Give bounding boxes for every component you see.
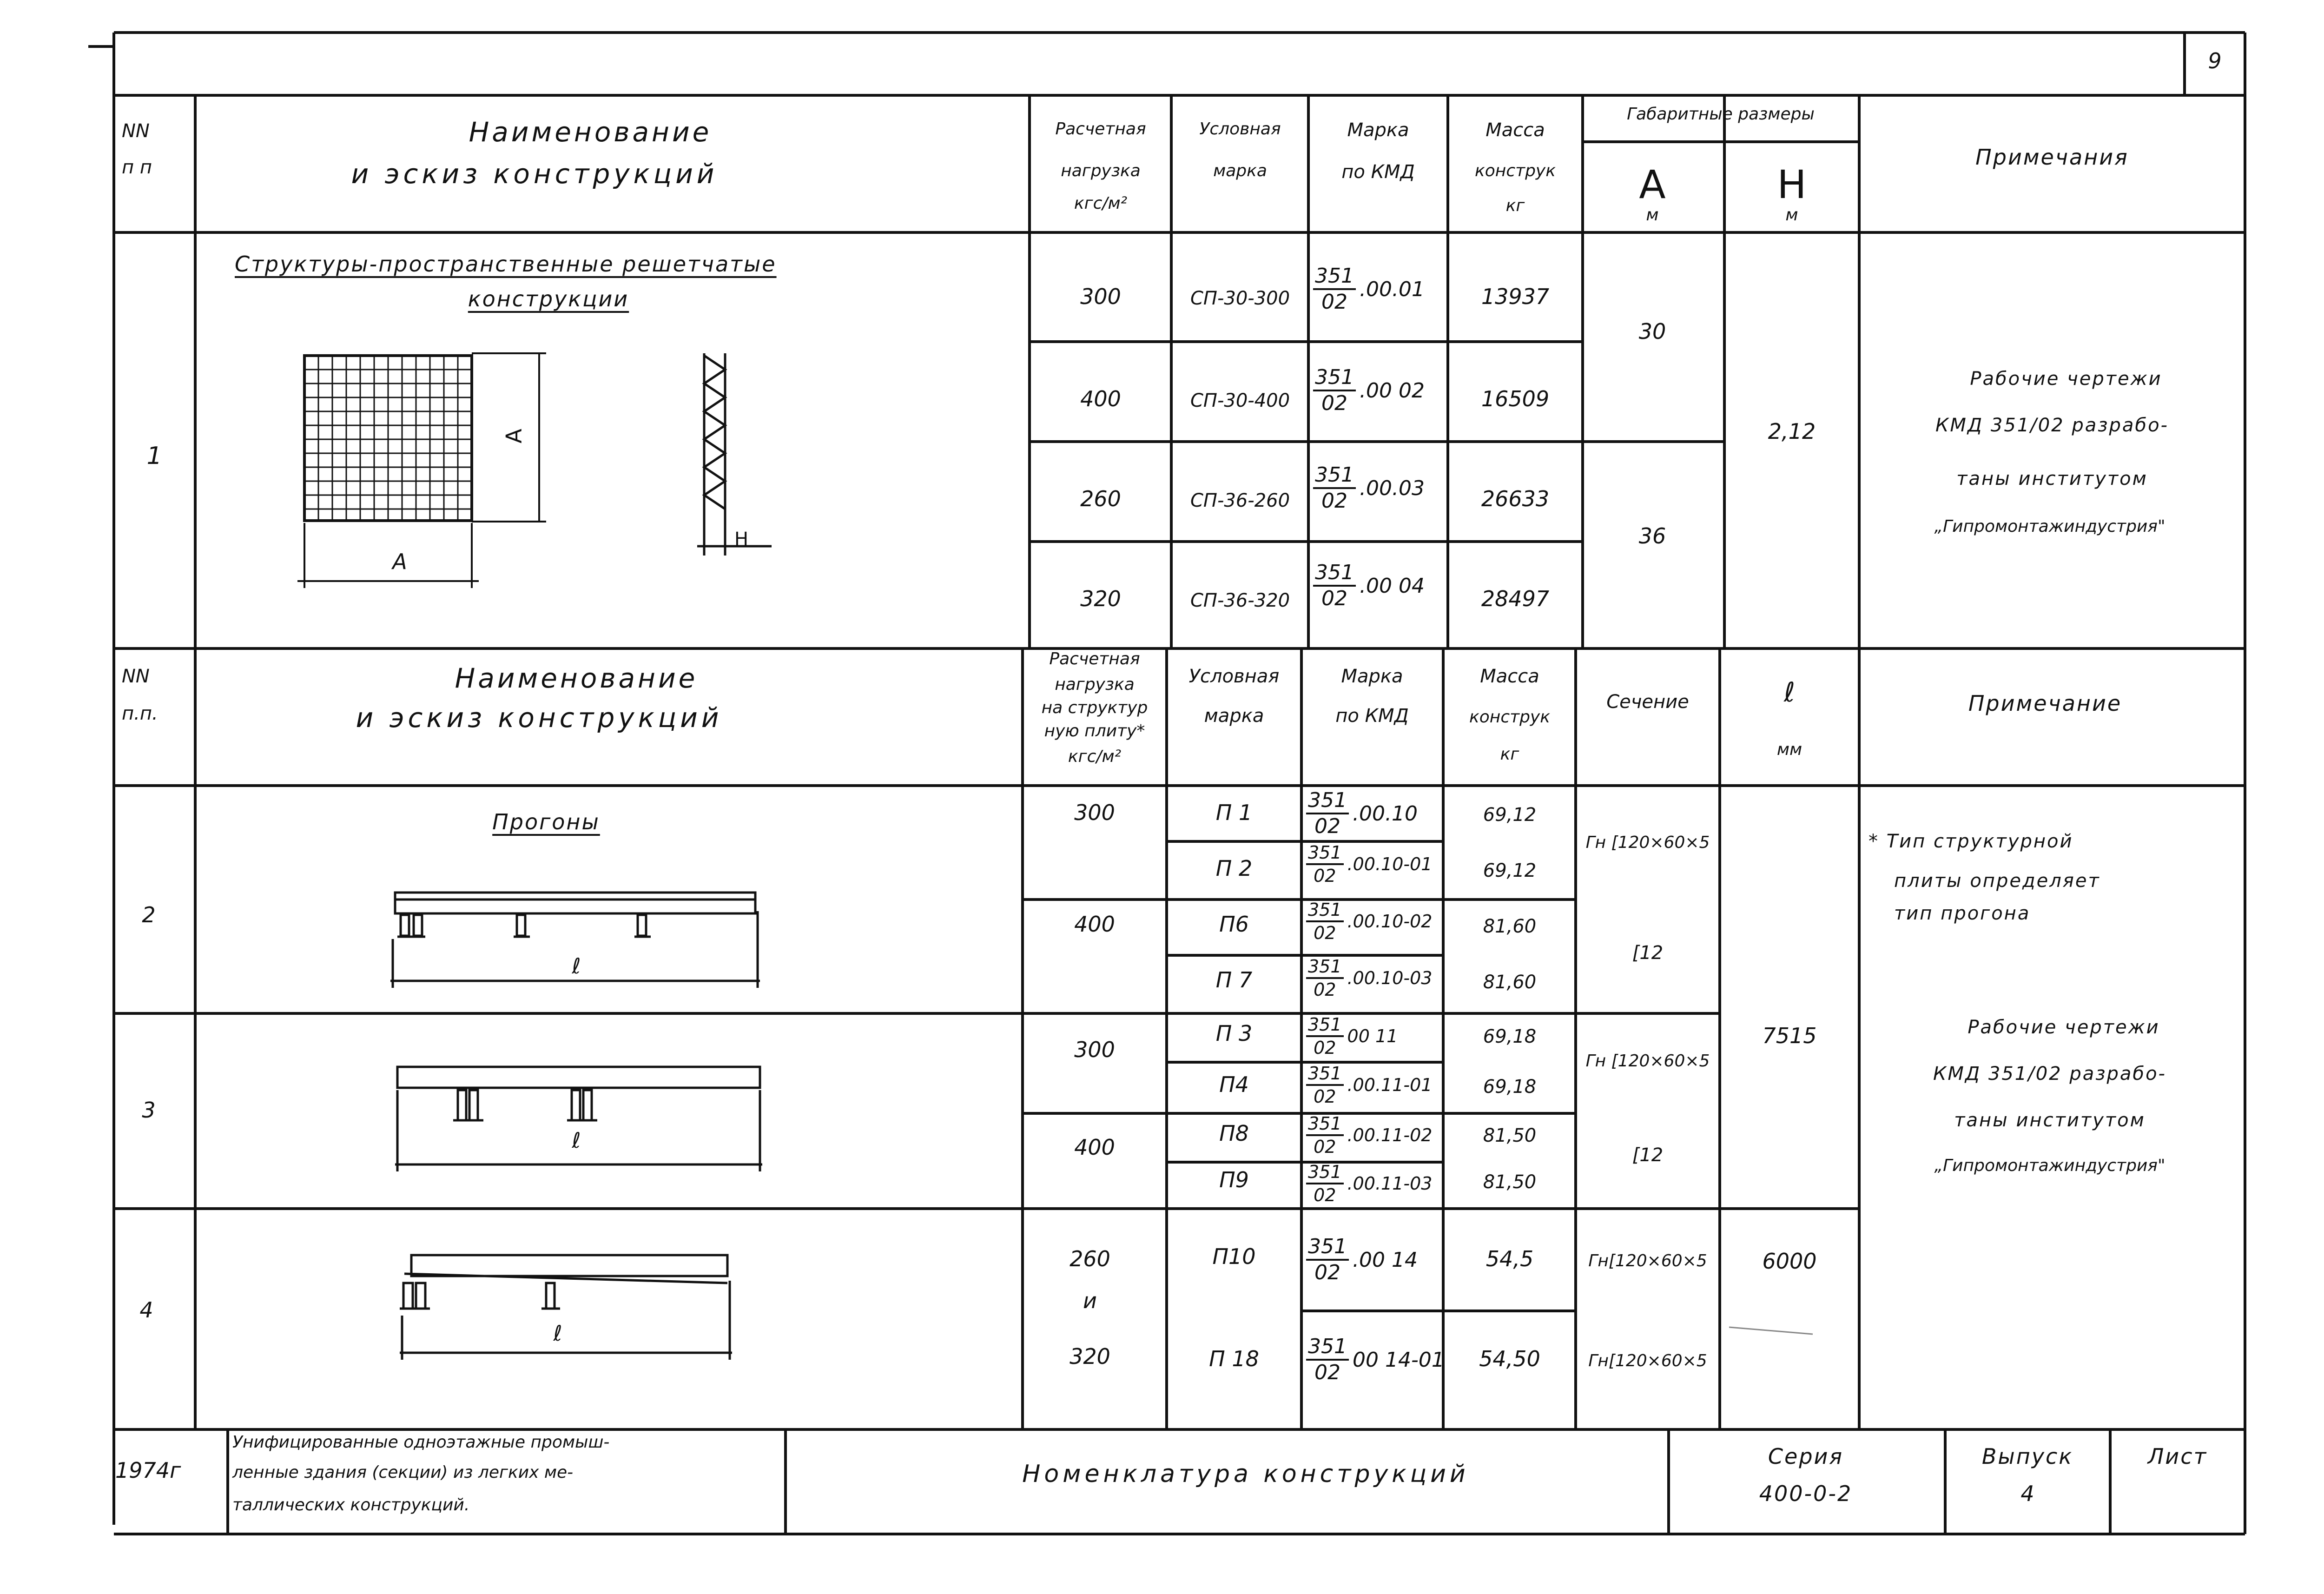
hdr2-pp: п.п. [122, 703, 158, 724]
row3-l-value: 7515 [1762, 1023, 1817, 1048]
row1d-mark: СП-36-320 [1190, 590, 1290, 611]
hdr1-name-line1: Наименование [469, 116, 712, 148]
row1-load: 300 [1080, 284, 1121, 309]
row3b-mass: 69,18 [1483, 1076, 1537, 1098]
hdr1-a-unit: м [1646, 205, 1659, 225]
row3-load-300: 300 [1074, 1037, 1115, 1062]
row3b-mark: П4 [1219, 1072, 1249, 1097]
row2d-kmd: $\frac{351}{02}$ .00.10-03 [1306, 958, 1432, 999]
row1d-kmd: $\frac{351}{02}$ .00 04 [1313, 562, 1425, 609]
hdr1-h-unit: м [1785, 205, 1798, 225]
note-star-line1: * Тип структурной [1868, 831, 2073, 852]
row3d-kmd: $\frac{351}{02}$ .00.11-03 [1306, 1163, 1432, 1204]
row1-h-value: 2,12 [1768, 419, 1816, 444]
row2a-mark: П 1 [1215, 800, 1253, 825]
note-work-line4: „Гипромонтажиндустрия" [1934, 1156, 2166, 1175]
row4-load-line1: 260 [1070, 1246, 1110, 1271]
row1c-kmd: $\frac{351}{02}$ .00.03 [1313, 465, 1425, 511]
hdr2-note: Примечание [1968, 691, 2122, 716]
row1-title-line1: Структуры-пространственные решетчатые [235, 251, 777, 277]
hdr2-load-line3: на структур [1041, 698, 1148, 717]
sketch-dim-h: Н [734, 529, 749, 550]
row2-section-a: Гн [120×60×5 [1585, 833, 1710, 852]
row2-section-b: [12 [1632, 942, 1664, 964]
hdr2-name-line2: и эскиз конструкций [356, 702, 723, 734]
hdr1-pp: п п [122, 157, 152, 178]
row4b-mass: 54,50 [1479, 1346, 1540, 1371]
hdr2-load-line1: Расчетная [1049, 649, 1140, 668]
row4a-kmd: $\frac{351}{02}$ .00 14 [1306, 1237, 1418, 1283]
row3a-kmd: $\frac{351}{02}$ 00 11 [1306, 1016, 1398, 1057]
row2a-kmd: $\frac{351}{02}$ .00.10 [1306, 790, 1418, 837]
row1b-load: 400 [1080, 386, 1121, 411]
hdr1-name-line2: и эскиз конструкций [351, 158, 718, 190]
hdr1-h: Н [1777, 162, 1807, 207]
hdr1-nn: NN [122, 120, 150, 142]
row1b-mark: СП-30-400 [1190, 390, 1290, 411]
hdr2-name-line1: Наименование [455, 662, 698, 694]
row2-number: 2 [142, 902, 156, 927]
row1b-mass: 16509 [1481, 386, 1550, 411]
row4-sketch-l: ℓ [553, 1321, 562, 1346]
row4b-section: Гн[120×60×5 [1588, 1351, 1707, 1370]
row1-a-36: 36 [1638, 523, 1666, 549]
hdr1-kmd-line1: Марка [1347, 119, 1409, 141]
hdr1-mass-line1: Масса [1486, 119, 1545, 141]
row1c-load: 260 [1080, 486, 1121, 511]
hdr2-mark-line1: Условная [1188, 666, 1280, 687]
row1-title-line2: конструкции [468, 286, 629, 311]
row4-number: 4 [139, 1297, 153, 1323]
footer-series-label: Серия [1768, 1444, 1844, 1469]
footer-desc-line2: ленные здания (секции) из легких ме- [232, 1463, 574, 1482]
hdr2-mass-line3: кг [1500, 745, 1519, 764]
hdr1-mark-line2: марка [1213, 161, 1267, 180]
hdr2-nn: NN [122, 666, 150, 687]
note-star-line2: плиты определяет [1894, 870, 2100, 892]
row1-number: 1 [146, 442, 162, 470]
row3c-kmd: $\frac{351}{02}$ .00.11-02 [1306, 1115, 1432, 1156]
hdr1-kmd-line2: по КМД [1341, 161, 1415, 183]
footer-year: 1974г [115, 1458, 181, 1483]
footer-desc-line1: Унифицированные одноэтажные промыш- [232, 1433, 610, 1452]
footer-desc-line3: таллических конструкций. [232, 1495, 470, 1515]
footer-issue-value: 4 [2020, 1481, 2034, 1506]
hdr2-kmd-line2: по КМД [1335, 705, 1409, 727]
note-work-line1: Рабочие чертежи [1967, 1017, 2160, 1038]
hdr1-mass-line3: кг [1505, 196, 1525, 215]
hdr1-a: А [1639, 162, 1666, 207]
row3b-kmd: $\frac{351}{02}$ .00.11-01 [1306, 1065, 1432, 1105]
row1-note-line4: „Гипромонтажиндустрия" [1934, 517, 2166, 536]
hdr1-note: Примечания [1975, 145, 2129, 170]
row2-title: Прогоны [492, 809, 600, 834]
row1b-kmd: $\frac{351}{02}$ .00 02 [1313, 367, 1425, 414]
row2b-kmd: $\frac{351}{02}$ .00.10-01 [1306, 844, 1432, 885]
hdr2-mass-line2: конструк [1469, 708, 1550, 727]
purlin-sketch-4 [400, 1255, 732, 1360]
row3-load-400: 400 [1074, 1135, 1115, 1160]
hdr2-mark-line2: марка [1204, 705, 1264, 727]
row3a-mark: П 3 [1215, 1021, 1253, 1046]
row4b-kmd: $\frac{351}{02}$ 00 14-01 [1306, 1336, 1445, 1383]
row1-mark: СП-30-300 [1190, 288, 1290, 309]
note-star-line3: тип прогона [1894, 903, 2031, 924]
row3d-mark: П9 [1219, 1167, 1249, 1192]
row2-load-400: 400 [1074, 912, 1115, 937]
row4-load-line3: 320 [1070, 1344, 1110, 1369]
row1-mass: 13937 [1481, 284, 1550, 309]
hdr1-gabarit: Габаритные размеры [1627, 105, 1815, 124]
row1-a-30: 30 [1638, 319, 1666, 344]
page-number: 9 [2208, 48, 2222, 73]
row4b-mark: П 18 [1209, 1346, 1259, 1371]
row4a-mass: 54,5 [1486, 1246, 1534, 1271]
row3-sketch-l: ℓ [572, 1128, 581, 1153]
row2c-mark: П6 [1219, 912, 1249, 937]
row1d-load: 320 [1080, 586, 1121, 611]
hdr1-load-line2: нагрузка [1061, 161, 1141, 180]
row2-sketch-l: ℓ [572, 953, 581, 979]
sketch-dim-a-bottom: А [392, 549, 407, 574]
footer-issue-label: Выпуск [1981, 1444, 2073, 1469]
row1d-mass: 28497 [1481, 586, 1550, 611]
hdr1-load-line1: Расчетная [1055, 119, 1146, 139]
row3c-mass: 81,50 [1483, 1125, 1537, 1146]
row1-note-line2: КМД 351/02 разрабо- [1935, 415, 2169, 436]
note-work-line2: КМД 351/02 разрабо- [1933, 1063, 2166, 1085]
row2d-mass: 81,60 [1483, 972, 1537, 993]
row2b-mark: П 2 [1215, 856, 1253, 881]
row4-load-line2: и [1083, 1288, 1097, 1313]
footer-title: Номенклатура конструкций [1022, 1460, 1469, 1488]
hdr2-load-line5: кгс/м² [1068, 747, 1122, 766]
row1c-mark: СП-36-260 [1190, 490, 1290, 511]
row1-note-line1: Рабочие чертежи [1970, 368, 2162, 390]
row1-note-line3: таны институтом [1956, 468, 2148, 489]
hdr2-load-line4: ную плиту* [1044, 721, 1145, 741]
row3c-mark: П8 [1219, 1121, 1249, 1146]
row3-section-b: [12 [1632, 1144, 1664, 1166]
row2c-kmd: $\frac{351}{02}$ .00.10-02 [1306, 901, 1432, 942]
hdr2-l: ℓ [1784, 676, 1795, 708]
row2d-mark: П 7 [1215, 967, 1253, 992]
row4a-mark: П10 [1212, 1244, 1256, 1269]
hdr2-kmd-line1: Марка [1341, 666, 1403, 687]
row1-kmd: $\frac{351}{02}$ .00.01 [1313, 266, 1425, 312]
row3a-mass: 69,18 [1483, 1026, 1537, 1047]
row2b-mass: 69,12 [1483, 860, 1537, 881]
row3d-mass: 81,50 [1483, 1171, 1537, 1193]
row4a-section: Гн[120×60×5 [1588, 1251, 1707, 1270]
purlin-sketch-3 [395, 1067, 762, 1171]
hdr2-section: Сечение [1606, 691, 1689, 713]
hdr2-mass-line1: Масса [1480, 666, 1539, 687]
note-work-line3: таны институтом [1954, 1110, 2146, 1131]
footer-series-value: 400-0-2 [1759, 1481, 1853, 1506]
row3-number: 3 [142, 1098, 156, 1123]
hdr1-mass-line2: конструк [1475, 161, 1556, 180]
hdr2-load-line2: нагрузка [1055, 675, 1135, 694]
row4-l-value: 6000 [1762, 1249, 1817, 1274]
row2a-mass: 69,12 [1483, 804, 1537, 826]
hdr1-mark-line1: Условная [1199, 119, 1281, 139]
hdr2-l-unit: мм [1776, 740, 1802, 759]
row3-section-a: Гн [120×60×5 [1585, 1052, 1710, 1071]
sketch-dim-a-side: А [501, 429, 527, 443]
hdr1-load-line3: кгс/м² [1074, 194, 1128, 213]
footer-sheet-label: Лист [2147, 1444, 2208, 1469]
row2c-mass: 81,60 [1483, 916, 1537, 937]
row1c-mass: 26633 [1481, 486, 1550, 511]
row2-load-300: 300 [1074, 800, 1115, 825]
